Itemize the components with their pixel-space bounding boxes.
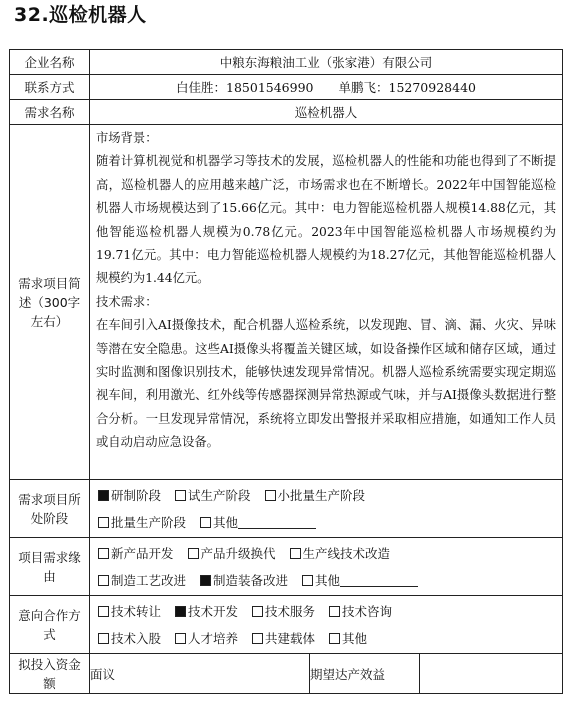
checkbox-option[interactable] <box>302 567 418 594</box>
checkbox-unchecked[interactable] <box>252 606 263 617</box>
demand-name-value: 巡检机器人 <box>90 100 563 125</box>
checkbox-option[interactable] <box>98 567 186 594</box>
checkbox-option[interactable] <box>200 567 288 594</box>
checkbox-unchecked[interactable] <box>265 490 276 501</box>
benefit-value[interactable] <box>420 654 563 694</box>
option-line <box>90 509 562 536</box>
checkbox-label: 生产线技术改造 <box>302 545 391 561</box>
reason-label: 项目需求缘由 <box>10 538 90 596</box>
checkbox-unchecked[interactable] <box>188 548 199 559</box>
demand-name-label: 需求名称 <box>10 100 90 125</box>
checkbox-option[interactable] <box>98 598 161 625</box>
description-paragraph: 技术需求： <box>96 294 158 309</box>
checkbox-checked[interactable] <box>200 575 211 586</box>
checkbox-label: 共建载体 <box>265 630 316 646</box>
checkbox-unchecked[interactable] <box>98 517 109 528</box>
checkbox-label: 试生产阶段 <box>188 487 251 503</box>
checkbox-label: 技术开发 <box>188 603 239 619</box>
demand-form-table <box>9 49 563 694</box>
option-line <box>90 540 562 567</box>
checkbox-option[interactable] <box>175 482 251 509</box>
checkbox-unchecked[interactable] <box>290 548 301 559</box>
contact-row <box>10 75 563 100</box>
checkbox-label: 制造工艺改进 <box>111 572 187 588</box>
checkbox-label: 新产品开发 <box>111 545 174 561</box>
description-paragraph: 市场背景： <box>96 131 158 145</box>
checkbox-option[interactable] <box>252 598 315 625</box>
checkbox-option[interactable] <box>98 509 186 536</box>
other-blank-field[interactable] <box>340 573 418 587</box>
option-line <box>90 598 562 625</box>
checkbox-label: 技术转让 <box>111 603 162 619</box>
cooperation-options <box>90 596 563 654</box>
description-content <box>90 125 563 480</box>
benefit-label: 期望达产效益 <box>310 654 420 694</box>
cooperation-label: 意向合作方式 <box>10 596 90 654</box>
checkbox-option[interactable] <box>188 540 276 567</box>
company-label: 企业名称 <box>10 50 90 75</box>
checkbox-option[interactable] <box>98 625 161 652</box>
stage-label: 需求项目所处阶段 <box>10 480 90 538</box>
checkbox-unchecked[interactable] <box>98 633 109 644</box>
checkbox-label: 小批量生产阶段 <box>277 487 366 503</box>
checkbox-option[interactable] <box>175 598 238 625</box>
checkbox-label: 技术服务 <box>265 603 316 619</box>
checkbox-checked[interactable] <box>175 606 186 617</box>
checkbox-option[interactable] <box>329 625 367 652</box>
demand-name-row <box>10 100 563 125</box>
checkbox-option[interactable] <box>175 625 238 652</box>
description-label: 需求项目简述（300字左右） <box>10 125 90 480</box>
investment-row <box>10 654 563 694</box>
checkbox-checked[interactable] <box>98 490 109 501</box>
option-line <box>90 625 562 652</box>
page-title: 32.巡检机器人 <box>14 4 147 26</box>
checkbox-option[interactable] <box>98 540 174 567</box>
checkbox-unchecked[interactable] <box>98 606 109 617</box>
checkbox-label: 人才培养 <box>188 630 239 646</box>
checkbox-option[interactable] <box>265 482 366 509</box>
checkbox-option[interactable] <box>252 625 315 652</box>
reason-options <box>90 538 563 596</box>
checkbox-option[interactable] <box>98 482 161 509</box>
contact-value: 白佳胜：18501546990 单鹏飞：15270928440 <box>90 75 563 100</box>
stage-options <box>90 480 563 538</box>
checkbox-label: 产品升级换代 <box>200 545 276 561</box>
checkbox-label: 其他 <box>315 572 341 588</box>
checkbox-option[interactable] <box>290 540 391 567</box>
checkbox-unchecked[interactable] <box>329 633 340 644</box>
checkbox-label: 制造装备改进 <box>213 572 289 588</box>
checkbox-unchecked[interactable] <box>98 575 109 586</box>
checkbox-label: 其他 <box>213 514 239 530</box>
description-paragraph: 在车间引入AI摄像技术，配合机器人巡检系统，以发现跑、冒、滴、漏、火灾、异味等潜在安全隐患。这些AI摄像头将覆盖关键区域，如设备操作区域和储存区域，通过实时监测和图像识别技术，能够快速发现异常情况。机器人巡检系统需要实现定期巡视车间，利用激光、红外线等传感器探测异常热源或气味，并与AI摄像头数据进行整合分析。一旦发现异常情况，系统将立即发出警报并采取相应措施，如通知工作人员或自动启动应急设备。 <box>96 318 556 450</box>
checkbox-label: 其他 <box>342 630 368 646</box>
checkbox-unchecked[interactable] <box>329 606 340 617</box>
other-blank-field[interactable] <box>238 515 316 529</box>
checkbox-unchecked[interactable] <box>98 548 109 559</box>
checkbox-option[interactable] <box>200 509 316 536</box>
option-line <box>90 567 562 594</box>
checkbox-label: 技术入股 <box>111 630 162 646</box>
checkbox-label: 批量生产阶段 <box>111 514 187 530</box>
investment-label: 拟投入资金额 <box>10 654 90 694</box>
checkbox-unchecked[interactable] <box>200 517 211 528</box>
checkbox-unchecked[interactable] <box>175 633 186 644</box>
checkbox-unchecked[interactable] <box>252 633 263 644</box>
investment-value[interactable]: 面议 <box>90 654 310 694</box>
description-paragraph: 随着计算机视觉和机器学习等技术的发展，巡检机器人的性能和功能也得到了不断提高，巡检机器人的应用越来越广泛，市场需求也在不断增长。2022年中国智能巡检机器人市场规模达到了15.66亿元。其中：电力智能巡检机器人规模14.88亿元，其他智能巡检机器人规模为0.78亿元。2023年中国智能巡检机器人市场规模约为19.71亿元。其中：电力智能巡检机器人规模约为18.27亿元，其他智能巡检机器人规模约为1.44亿元。 <box>96 154 556 286</box>
checkbox-unchecked[interactable] <box>175 490 186 501</box>
option-line <box>90 482 562 509</box>
reason-row <box>10 538 563 596</box>
company-value: 中粮东海粮油工业（张家港）有限公司 <box>90 50 563 75</box>
cooperation-row <box>10 596 563 654</box>
checkbox-unchecked[interactable] <box>302 575 313 586</box>
contact-label: 联系方式 <box>10 75 90 100</box>
stage-row <box>10 480 563 538</box>
company-row <box>10 50 563 75</box>
checkbox-option[interactable] <box>329 598 392 625</box>
checkbox-label: 研制阶段 <box>111 487 162 503</box>
description-row <box>10 125 563 480</box>
checkbox-label: 技术咨询 <box>342 603 393 619</box>
